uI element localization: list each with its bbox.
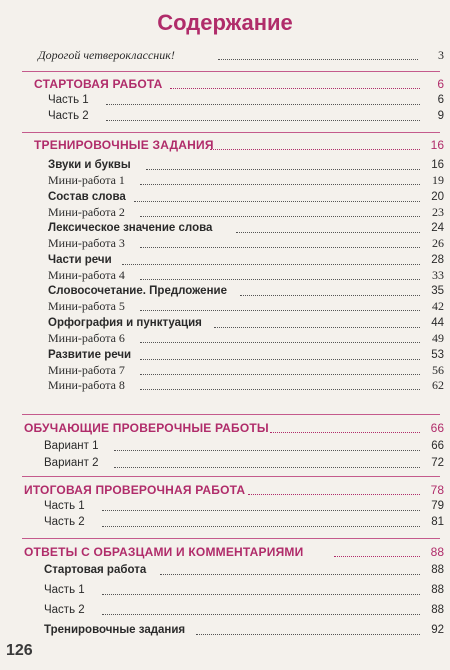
toc-section-final[interactable] — [0, 482, 450, 498]
toc-mini[interactable] — [0, 298, 450, 314]
toc-item-label: Часть 2 — [48, 110, 89, 122]
toc-mini-page: 42 — [432, 299, 444, 313]
toc-answer-label: Часть 1 — [44, 584, 85, 596]
toc-answer-page: 92 — [431, 624, 444, 636]
toc-section-training[interactable] — [0, 137, 450, 153]
toc-item-label: Часть 2 — [44, 516, 85, 528]
toc-answer-label: Стартовая работа — [44, 564, 147, 576]
page-title: Содержание — [157, 10, 293, 35]
leader-dots — [102, 602, 420, 615]
leader-dots — [122, 252, 420, 265]
leader-dots — [102, 498, 420, 511]
toc-mini-label: Мини-работа 5 — [48, 299, 125, 313]
toc-mini-label: Мини-работа 8 — [48, 378, 125, 392]
toc-item-page: 72 — [431, 457, 444, 469]
toc-mini-page: 23 — [432, 205, 444, 219]
toc-section-label: ОБУЧАЮЩИЕ ПРОВЕРОЧНЫЕ РАБОТЫ — [24, 421, 269, 435]
toc-topic[interactable] — [0, 157, 450, 173]
toc-mini-page: 26 — [432, 236, 444, 250]
page-number: 126 — [6, 642, 33, 659]
leader-dots — [240, 283, 420, 296]
toc-mini[interactable] — [0, 172, 450, 188]
toc-answer-label: Часть 2 — [44, 604, 85, 616]
leader-dots — [140, 204, 420, 217]
section-rule — [22, 414, 440, 415]
toc-section-learning[interactable] — [0, 420, 450, 436]
toc-intro-page: 3 — [438, 48, 444, 62]
toc-mini-page: 62 — [432, 378, 444, 392]
toc-mini[interactable] — [0, 267, 450, 283]
toc-item-page: 81 — [431, 516, 444, 528]
toc-item-label: Часть 1 — [48, 94, 89, 106]
leader-dots — [170, 76, 420, 89]
toc-mini[interactable] — [0, 235, 450, 251]
toc-mini-label: Мини-работа 2 — [48, 205, 125, 219]
toc-item-label: Вариант 1 — [44, 440, 99, 452]
leader-dots — [134, 189, 420, 202]
leader-dots — [102, 514, 420, 527]
toc-topic-page: 24 — [431, 222, 444, 234]
toc-mini[interactable] — [0, 362, 450, 378]
leader-dots — [114, 438, 420, 451]
leader-dots — [140, 377, 420, 390]
toc-answer-page: 88 — [431, 584, 444, 596]
toc-answer-label: Тренировочные задания — [44, 624, 186, 636]
leader-dots — [140, 172, 420, 185]
leader-dots — [140, 235, 420, 248]
toc-intro[interactable] — [0, 47, 450, 63]
leader-dots — [140, 362, 420, 375]
toc-section-page: 6 — [437, 77, 444, 91]
toc-answer-page: 88 — [431, 564, 444, 576]
leader-dots — [218, 47, 418, 60]
toc-section-answers[interactable] — [0, 544, 450, 560]
toc-section-label: ОТВЕТЫ С ОБРАЗЦАМИ И КОММЕНТАРИЯМИ — [24, 545, 304, 559]
leader-dots — [140, 347, 420, 360]
toc-mini-label: Мини-работа 4 — [48, 268, 125, 282]
toc-topic-page: 44 — [431, 317, 444, 329]
toc-item-label: Вариант 2 — [44, 457, 99, 469]
toc-topic[interactable] — [0, 189, 450, 205]
toc-mini-label: Мини-работа 1 — [48, 173, 125, 187]
toc-answer[interactable] — [0, 562, 450, 578]
leader-dots — [146, 157, 420, 170]
leader-dots — [160, 562, 420, 575]
leader-dots — [270, 420, 420, 433]
toc-topic-label: Словосочетание. Предложение — [48, 285, 227, 297]
section-rule — [22, 476, 440, 477]
toc-topic[interactable] — [0, 347, 450, 363]
toc-section-label: ИТОГОВАЯ ПРОВЕРОЧНАЯ РАБОТА — [24, 483, 246, 497]
toc-mini-label: Мини-работа 3 — [48, 236, 125, 250]
toc-mini-page: 56 — [432, 363, 444, 377]
toc-topic-page: 16 — [431, 159, 444, 171]
toc-topic[interactable] — [0, 220, 450, 236]
toc-topic-page: 53 — [431, 349, 444, 361]
toc-topic-label: Лексическое значение слова — [48, 222, 213, 234]
toc-item-page: 9 — [437, 110, 444, 122]
toc-mini-page: 49 — [432, 331, 444, 345]
toc-item[interactable] — [0, 438, 450, 454]
toc-item-page: 79 — [431, 500, 444, 512]
toc-topic-label: Орфография и пунктуация — [48, 317, 202, 329]
toc-section-label: СТАРТОВАЯ РАБОТА — [34, 77, 163, 91]
toc-item-page: 66 — [431, 440, 444, 452]
toc-section-label: ТРЕНИРОВОЧНЫЕ ЗАДАНИЯ — [34, 138, 214, 152]
leader-dots — [196, 622, 420, 635]
leader-dots — [334, 544, 420, 557]
section-rule — [22, 538, 440, 539]
toc-answer[interactable] — [0, 582, 450, 598]
leader-dots — [140, 267, 420, 280]
toc-answer[interactable] — [0, 622, 450, 638]
toc-topic-label: Развитие речи — [48, 349, 132, 361]
toc-section-start[interactable] — [0, 76, 450, 92]
section-rule — [22, 71, 440, 72]
toc-answer[interactable] — [0, 602, 450, 618]
leader-dots — [106, 108, 420, 121]
toc-item[interactable] — [0, 108, 450, 124]
toc-mini-label: Мини-работа 6 — [48, 331, 125, 345]
toc-topic[interactable] — [0, 252, 450, 268]
toc-mini[interactable] — [0, 377, 450, 393]
toc-item[interactable] — [0, 498, 450, 514]
section-rule — [22, 132, 440, 133]
toc-answer-page: 88 — [431, 604, 444, 616]
toc-section-page: 66 — [430, 421, 444, 435]
leader-dots — [102, 582, 420, 595]
toc-item[interactable] — [0, 92, 450, 108]
toc-topic-label: Звуки и буквы — [48, 159, 131, 171]
toc-item-label: Часть 1 — [44, 500, 85, 512]
toc-topic-page: 28 — [431, 254, 444, 266]
leader-dots — [140, 330, 420, 343]
toc-item-page: 6 — [437, 94, 444, 106]
leader-dots — [106, 92, 420, 105]
toc-item[interactable] — [0, 455, 450, 471]
toc-mini[interactable] — [0, 204, 450, 220]
toc-topic-label: Части речи — [48, 254, 112, 266]
leader-dots — [248, 482, 420, 495]
toc-section-page: 16 — [430, 138, 444, 152]
leader-dots — [210, 137, 420, 150]
toc-topic-page: 20 — [431, 191, 444, 203]
leader-dots — [114, 455, 420, 468]
toc-section-page: 78 — [430, 483, 444, 497]
toc-topic-page: 35 — [431, 285, 444, 297]
toc-intro-label: Дорогой четвероклассник! — [38, 48, 175, 62]
leader-dots — [140, 298, 420, 311]
toc-topic[interactable] — [0, 283, 450, 299]
toc-mini-label: Мини-работа 7 — [48, 363, 125, 377]
toc-topic[interactable] — [0, 315, 450, 331]
leader-dots — [214, 315, 420, 328]
toc-section-page: 88 — [430, 545, 444, 559]
toc-mini-page: 33 — [432, 268, 444, 282]
toc-topic-label: Состав слова — [48, 191, 126, 203]
toc-mini[interactable] — [0, 330, 450, 346]
leader-dots — [236, 220, 420, 233]
toc-mini-page: 19 — [432, 173, 444, 187]
toc-item[interactable] — [0, 514, 450, 530]
